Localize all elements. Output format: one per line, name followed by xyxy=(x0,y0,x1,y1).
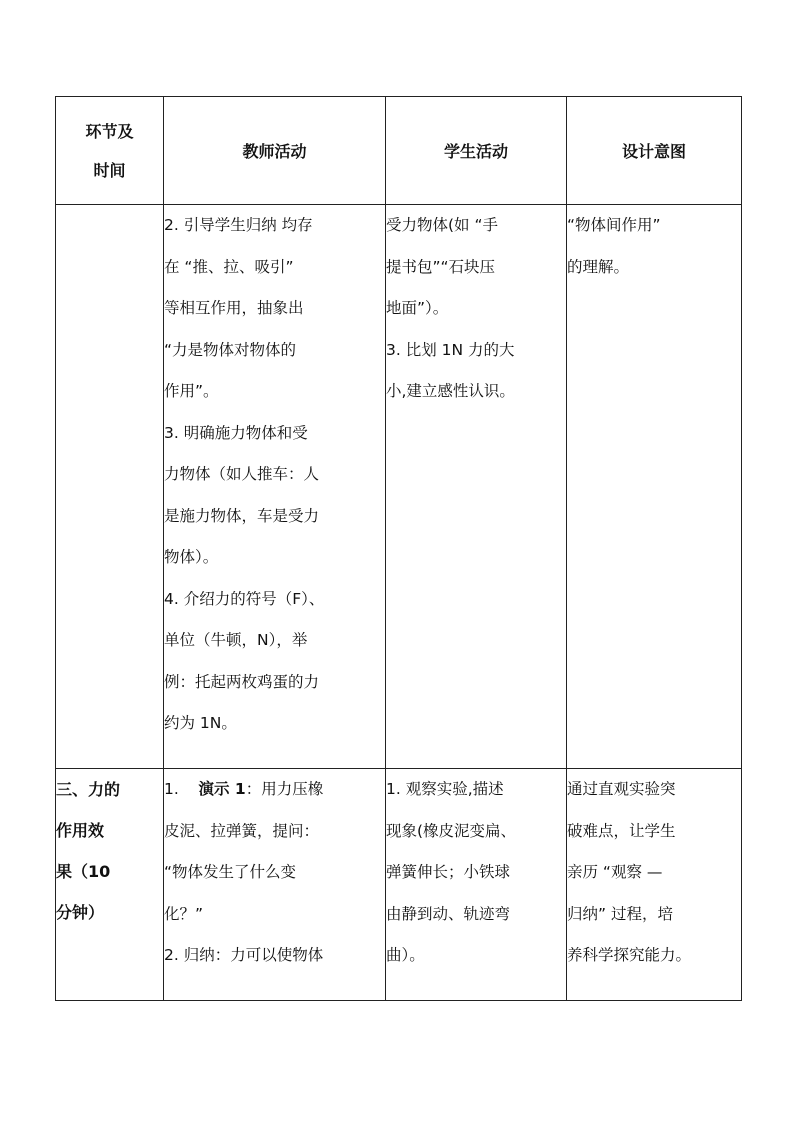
stage-title-line: 果（10 xyxy=(56,862,111,881)
text-line: 的理解。 xyxy=(567,257,630,276)
header-student-activity: 学生活动 xyxy=(386,97,567,205)
stage-cell xyxy=(56,205,164,769)
text-line: 例：托起两枚鸡蛋的力 xyxy=(164,672,320,691)
header-stage-time xyxy=(56,97,164,205)
text-line: 3. 明确施力物体和受 xyxy=(164,423,308,442)
text-line: 由静到动、轨迹弯 xyxy=(386,904,511,923)
header-stage-line-1: 环节及 xyxy=(85,121,134,141)
item-number: 1. xyxy=(164,780,179,798)
demo-text: ：用力压橡 xyxy=(245,780,324,798)
header-stage-line-2: 时间 xyxy=(93,160,126,180)
text-line: 现象(橡皮泥变扁、 xyxy=(386,821,517,840)
text-line: 化？” xyxy=(164,904,204,923)
text-line xyxy=(164,769,385,811)
text-line: 2. 归纳：力可以使物体 xyxy=(164,946,324,964)
header-row xyxy=(56,97,742,205)
text-line: 曲）。 xyxy=(386,946,425,964)
text-line: “物体间作用” xyxy=(567,216,661,234)
text-line: 小,建立感性认识。 xyxy=(386,382,515,400)
table-row xyxy=(56,769,742,1001)
stage-title-line: 分钟） xyxy=(56,903,105,922)
stage-title-line: 作用效 xyxy=(56,821,105,840)
text-line: 在 “推、拉、吸引” xyxy=(164,257,294,276)
teacher-activity-cell xyxy=(164,205,386,769)
text-line: 弹簧伸长；小铁球 xyxy=(386,863,511,881)
stage-cell xyxy=(56,769,164,1001)
text-line: 通过直观实验突 xyxy=(567,780,676,798)
text-line: 作用”。 xyxy=(164,382,219,400)
text-line: 物体）。 xyxy=(164,548,219,566)
design-intent-cell xyxy=(567,769,742,1001)
text-line: 等相互作用，抽象出 xyxy=(164,299,304,317)
teacher-activity-cell xyxy=(164,769,386,1001)
text-line: 亲历 “观察 — xyxy=(567,863,663,881)
text-line: 提书包”“石块压 xyxy=(386,257,496,276)
stage-title-line: 三、力的 xyxy=(56,780,121,799)
lesson-plan-table xyxy=(55,96,742,1001)
table-row xyxy=(56,205,742,769)
text-line: 力物体（如人推车：人 xyxy=(164,465,320,483)
text-line: 约为 1N。 xyxy=(164,714,237,732)
header-teacher-activity: 教师活动 xyxy=(164,97,386,205)
text-line: “力是物体对物体的 xyxy=(164,340,297,359)
text-line: 皮泥、拉弹簧，提问： xyxy=(164,821,320,840)
text-line: 受力物体(如 “手 xyxy=(386,216,499,234)
demo-label: 演示 1 xyxy=(198,780,246,798)
header-design-intent: 设计意图 xyxy=(567,97,742,205)
text-line: 破难点，让学生 xyxy=(567,821,676,840)
text-line: 1. 观察实验,描述 xyxy=(386,780,504,798)
text-line: 归纳” 过程，培 xyxy=(567,904,673,923)
design-intent-cell xyxy=(567,205,742,769)
text-line: 单位（牛顿，N），举 xyxy=(164,631,308,649)
student-activity-cell xyxy=(386,769,567,1001)
text-line: “物体发生了什么变 xyxy=(164,863,297,881)
text-line: 养科学探究能力。 xyxy=(567,946,692,964)
text-line: 地面”）。 xyxy=(386,299,449,317)
student-activity-cell xyxy=(386,205,567,769)
text-line: 4. 介绍力的符号（F）、 xyxy=(164,589,325,608)
text-line: 是施力物体，车是受力 xyxy=(164,506,320,525)
text-line: 3. 比划 1N 力的大 xyxy=(386,340,515,359)
text-line: 2. 引导学生归纳 均存 xyxy=(164,216,313,234)
